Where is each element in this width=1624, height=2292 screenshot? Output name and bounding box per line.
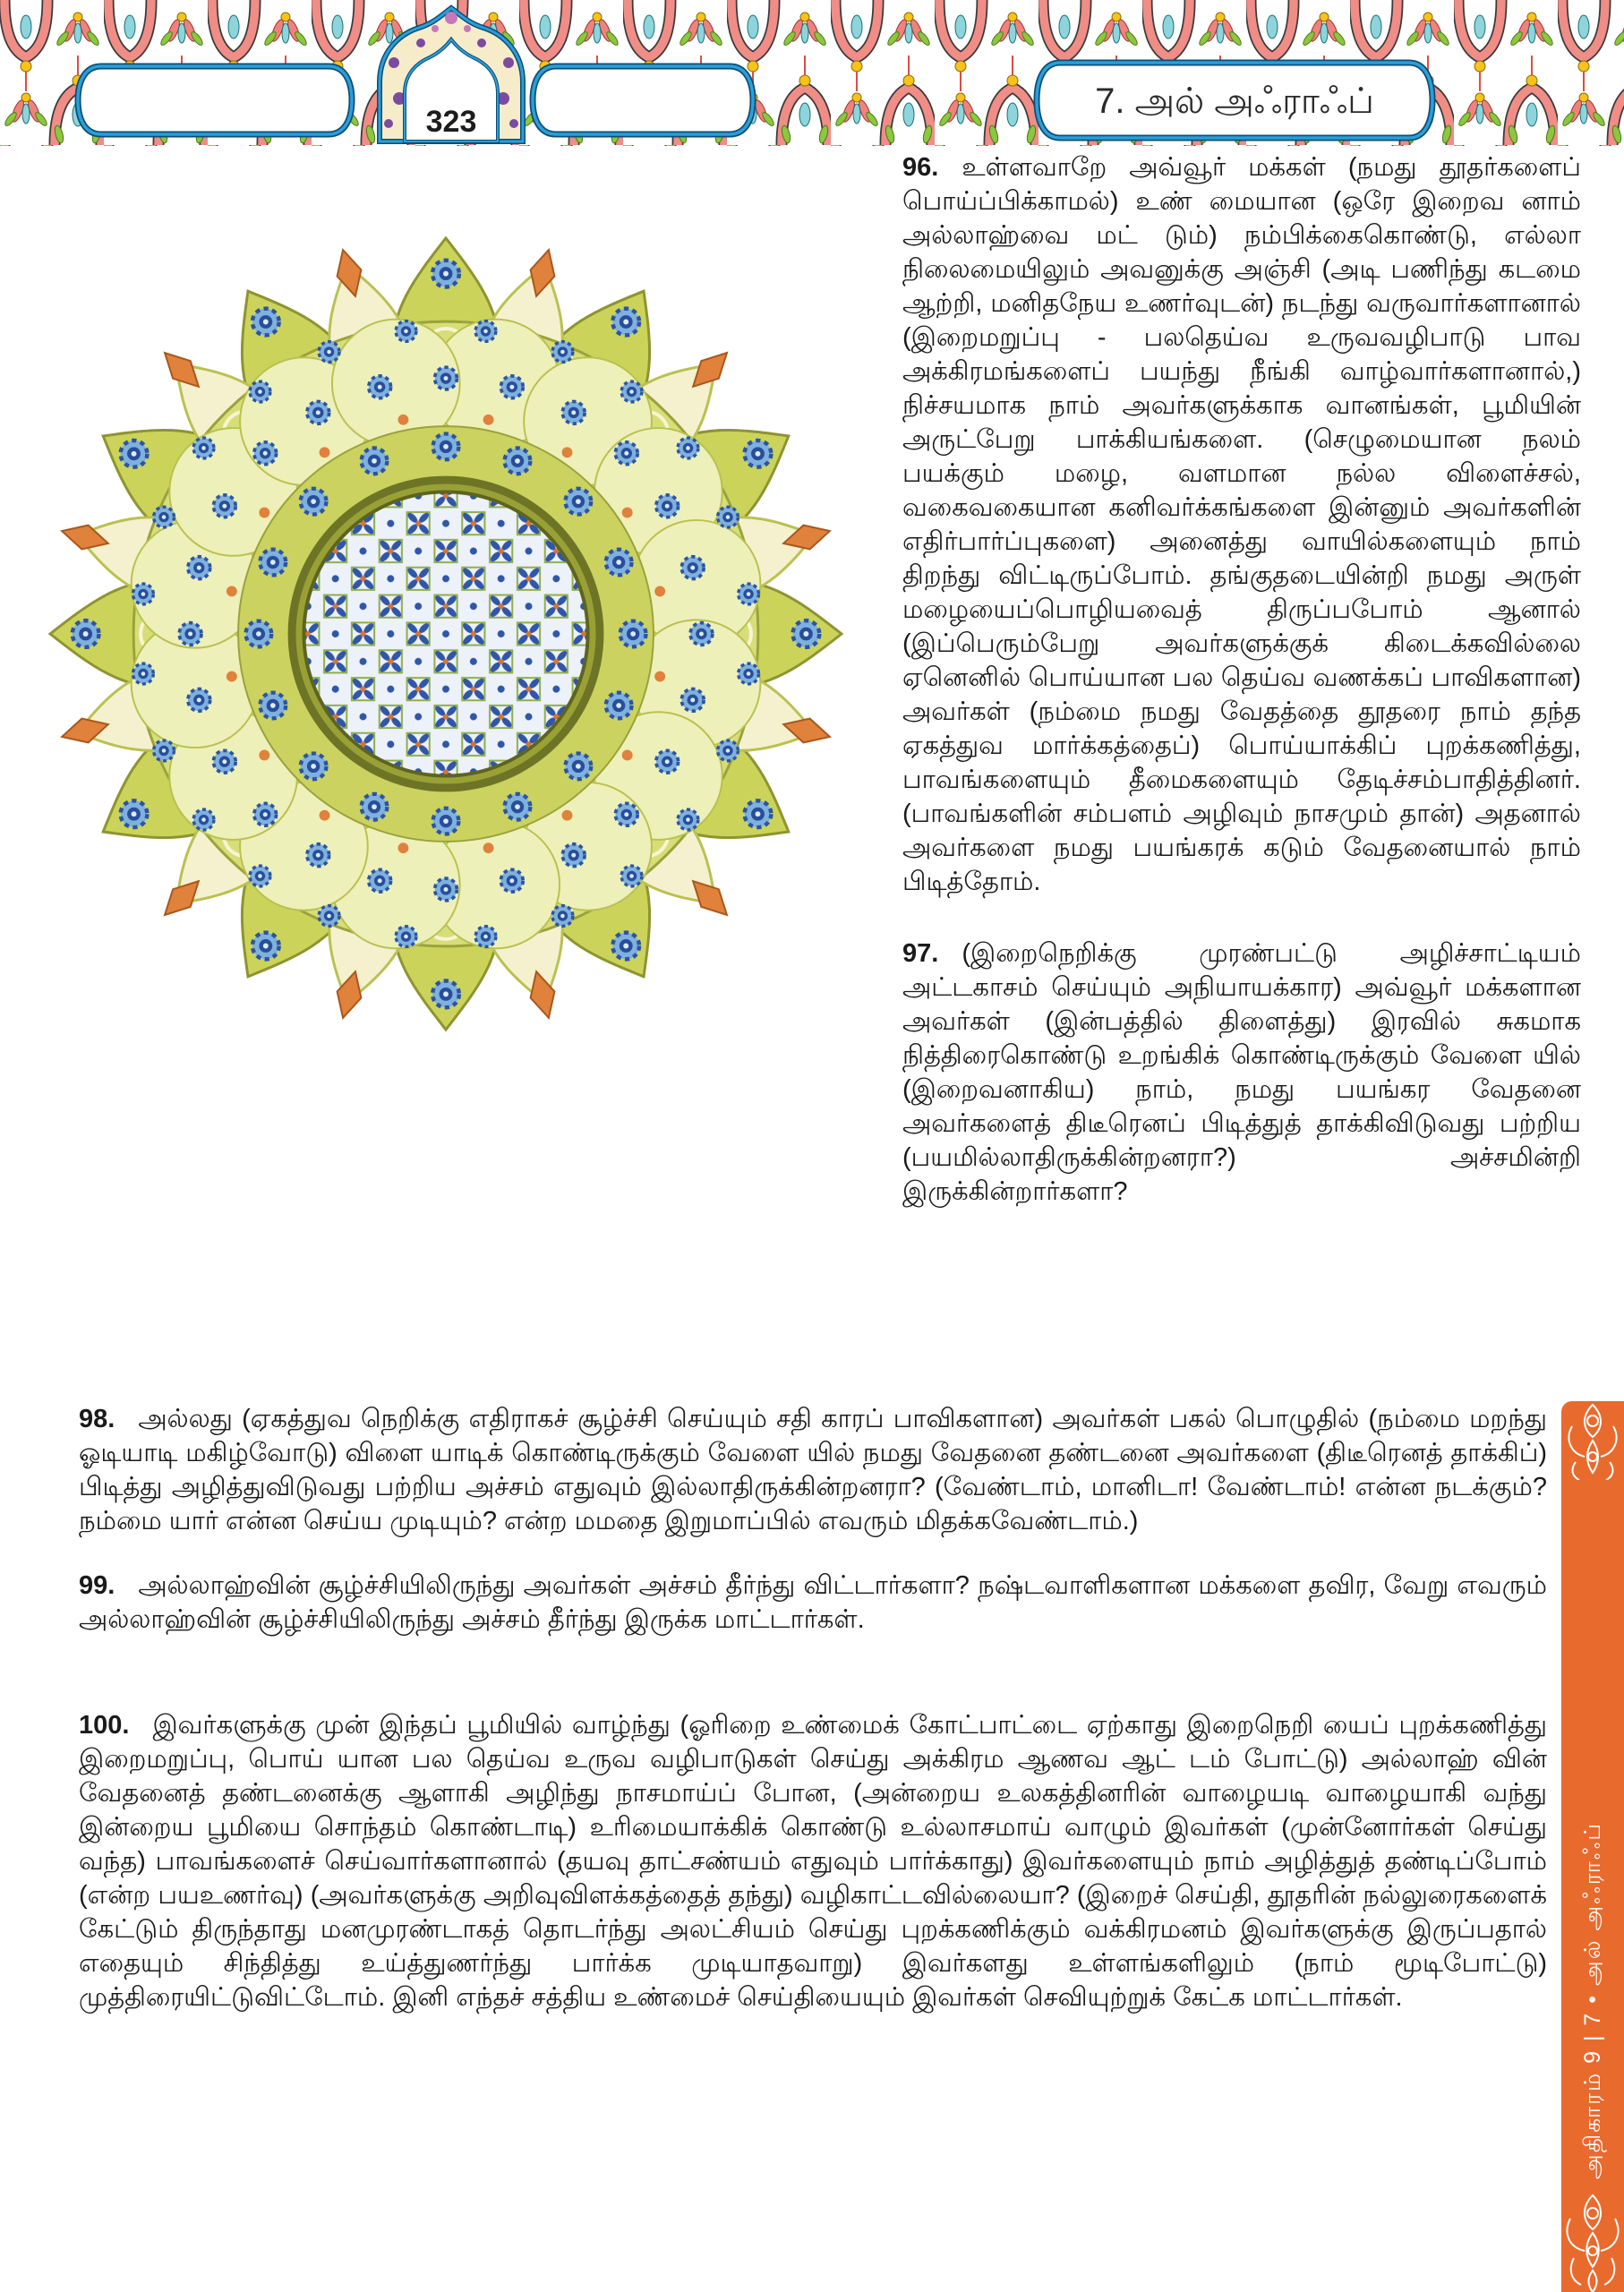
mandala-ornament-icon bbox=[47, 235, 845, 1033]
page-number: 323 bbox=[425, 105, 477, 139]
verse-text: இவர்களுக்கு முன் இந்தப் பூமியில் வாழ்ந்து (ஓரிறை உண்மைக் கோட்பாட்டை ஏற்காது இறைநெறி யைப் புறக்கணித்து இறைமறுப்பு, பொய் யான பல தெய்வ உருவ வழிபாடுகள் செய்து அக்கிரம ஆணவ ஆட் டம் போட்டு) அல்லாஹ் வின் வேதனைத் தண்டனைக்கு ஆளாகி அழிந்து நாசமாய்ப் போன, (அன்றைய உலகத்தினரின் வாழையடி வாழையாகி வந்து இன்றைய பூமியை சொந்தம் கொண்டாடி) உரிமையாக்கிக் கொண்டு உல்லாசமாய் வாழும் இவர்கள் (முன்னோர்கள் செய்து வந்த) பாவங்களைச் செய்வார்களானால் (தயவு தாட்சண்யம் எதுவும் பார்க்காது) இவர்களையும் நாம் அழித்துத் தண்டிப்போம் (என்ற பயஉணர்வு) (அவர்களுக்கு அறிவுவிளக்கத்தைத் தந்து) வழிகாட்டவில்லையா? (இறைச் செய்தி, தூதரின் நல்லுரைகளைக் கேட்டும் திருந்தாது மனமுரண்டாகத் தொடர்ந்து அலட்சியம் செய்து புறக்கணிக்கும் வக்கிரமனம் இவர்களுக்கு இருப்பதால் எதையும் சிந்தித்து உய்த்துணர்ந்து பார்க்க முடியாதவாறு) இவர்களது உள்ளங்களிலும் (நாம் மூடிபோட்டு) முத்திரையிட்டுவிட்டோம். இனி எந்தச் சத்திய உண்மைச் செய்தியையும் இவர்கள் செவியுற்றுக் கேட்க மாட்டார்கள். bbox=[79, 1711, 1547, 2012]
header-cartouche bbox=[533, 66, 753, 134]
verse-98 bbox=[79, 1402, 1547, 1538]
verse-text: அல்லாஹ்வின் சூழ்ச்சியிலிருந்து அவர்கள் அச்சம் தீர்ந்து விட்டார்களா? நஷ்டவாளிகளான மக்களை தவிர, வேறு எவரும் அல்லாஹ்வின் சூழ்ச்சியிலிருந்து அச்சம் தீர்ந்து இருக்க மாட்டார்கள். bbox=[79, 1571, 1547, 1634]
verse-99 bbox=[79, 1569, 1547, 1637]
verse-text: (இறைநெறிக்கு முரண்பட்டு அழிச்சாட்டியம் அட்டகாசம் செய்யும் அநியாயக்கார) அவ்வூர் மக்களான அவர்கள் (இன்பத்தில் திளைத்து) இரவில் சுகமாக நித்திரைகொண்டு உறங்கிக் கொண்டிருக்கும் வேளை யில் (இறைவனாகிய) நாம், நமது பயங்கர வேதனை அவர்களைத் திடீரெனப் பிடித்துத் தாக்கிவிடுவது பற்றிய (பயமில்லாதிருக்கின்றனரா?) அச்சமின்றி இருக்கின்றார்களா? bbox=[902, 939, 1581, 1206]
sidebar-top-ornament-icon bbox=[1561, 1403, 1624, 1480]
chapter-sidebar bbox=[1561, 1401, 1624, 2292]
verse-100 bbox=[79, 1708, 1547, 2014]
sidebar-chapter-label: அதிகாரம் 9 | 7 • அல் அஃராஃப் bbox=[1580, 1821, 1605, 2179]
verse-number: 100. bbox=[79, 1711, 130, 1740]
verse-number: 96. bbox=[902, 153, 939, 182]
verse-97 bbox=[902, 936, 1581, 1209]
header-cartouche bbox=[78, 66, 352, 134]
verse-text: அல்லது (ஏகத்துவ நெறிக்கு எதிராகச் சூழ்ச்சி செய்யும் சதி காரப் பாவிகளான) அவர்கள் பகல் பொழுதில் (நம்மை மறந்து ஓடியாடி மகிழ்வோடு) விளை யாடிக் கொண்டிருக்கும் வேளை யில் நமது வேதனை தண்டனை அவர்களை (திடீரெனத் தாக்கிப்) பிடித்து அழித்துவிடுவது பற்றிய அச்சம் எதுவும் இல்லாதிருக்கின்றனரா? (வேண்டாம், மானிடா! வேண்டாம்! என்ன நடக்கும்? நம்மை யார் என்ன செய்ய முடியும்? என்ற மமதை இறுமாப்பில் எவரும் மிதக்கவேண்டாம்.) bbox=[79, 1405, 1547, 1535]
verse-column-full bbox=[79, 1402, 1547, 2014]
chapter-title: 7. அல் அஃராஃப் bbox=[1095, 81, 1374, 121]
sidebar-bottom-ornament-icon bbox=[1561, 2192, 1624, 2292]
verse-number: 99. bbox=[79, 1571, 115, 1600]
verse-number: 98. bbox=[79, 1405, 115, 1433]
verse-number: 97. bbox=[902, 939, 939, 968]
top-decorative-border-icon bbox=[0, 0, 1624, 146]
verse-96 bbox=[902, 150, 1581, 899]
verse-text: உள்ளவாறே அவ்வூர் மக்கள் (நமது தூதர்களைப் பொய்ப்பிக்காமல்) உண் மையான (ஒரே இறைவ னாம் அல்லாஹ்வை மட் டும்) நம்பிக்கைகொண்டு, எல்லா நிலைமையிலும் அவனுக்கு அஞ்சி (அடி பணிந்து கடமை ஆற்றி, மனிதநேய உணர்வுடன்) நடந்து வருவார்களானால் (இறைமறுப்பு - பலதெய்வ உருவவழிபாடு பாவ அக்கிரமங்களைப் பயந்து நீங்கி வாழ்வார்களானால்,) நிச்சயமாக நாம் அவர்களுக்காக வானங்கள், பூமியின் அருட்பேறு பாக்கியங்களை. (செழுமையான நலம் பயக்கும் மழை, வளமான நல்ல விளைச்சல், வகைவகையான கனிவர்க்கங்களை இன்னும் அவர்களின் எதிர்பார்ப்புகளை) அனைத்து வாயில்களையும் நாம் திறந்து விட்டிருப்போம். தங்குதடையின்றி நமது அருள் மழையைப்பொழியவைத் திருப்பபோம் ஆனால் (இப்பெரும்பேறு அவர்களுக்குக் கிடைக்கவில்லை ஏனெனில் பொய்யான பல தெய்வ வணக்கப் பாவிகளான) அவர்கள் (நம்மை நமது வேதத்தை தூதரை நாம் தந்த ஏகத்துவ மார்க்கத்தைப்) பொய்யாக்கிப் புறக்கணித்து, பாவங்களையும் தீமைகளையும் தேடிச்சம்பாதித்தினர். (பாவங்களின் சம்பளம் அழிவும் நாசமும் தான்) அதனால் அவர்களை நமது பயங்கரக் கடும் வேதனையால் நாம் பிடித்தோம். bbox=[902, 153, 1581, 896]
verse-column-right bbox=[902, 150, 1581, 1246]
